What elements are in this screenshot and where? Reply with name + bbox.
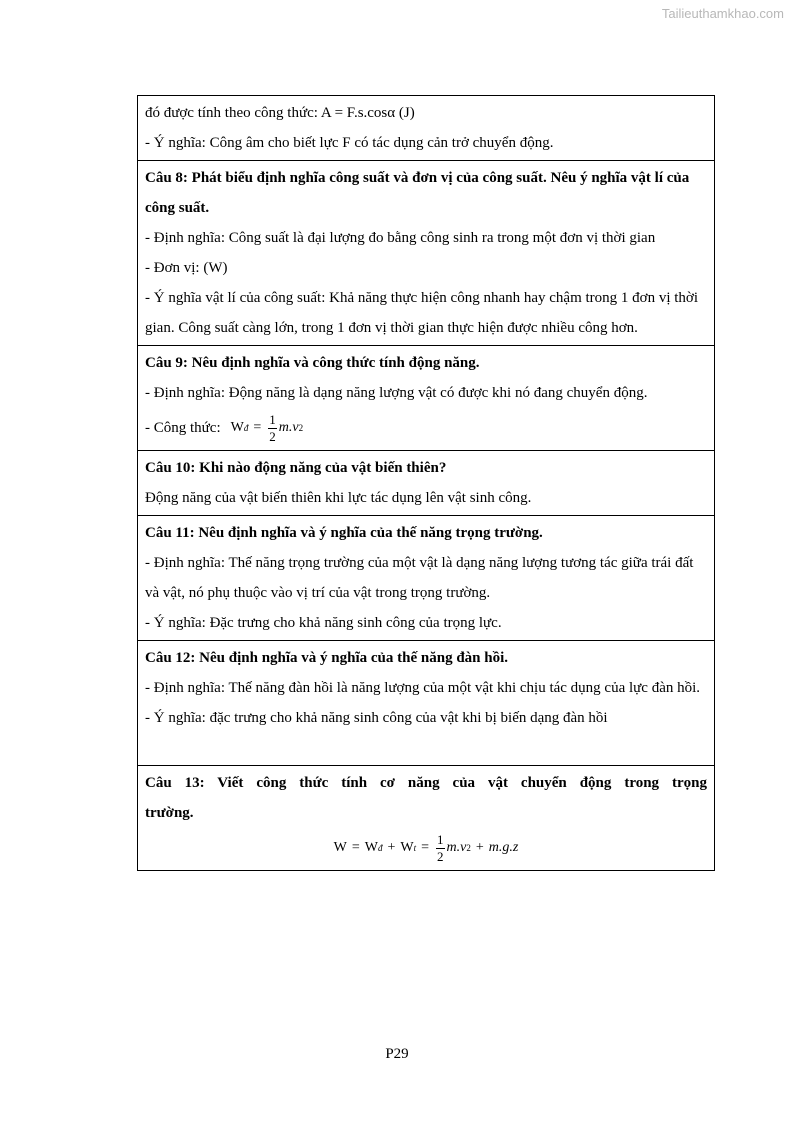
page-number: P29 — [385, 1046, 409, 1062]
superscript: 2 — [466, 843, 471, 853]
fraction — [436, 832, 445, 865]
definition-text: - Định nghĩa: Động năng là dạng năng lượng vật có được khi nó đang chuyển động. — [145, 385, 648, 401]
numerator: 1 — [269, 411, 276, 427]
symbol: W — [333, 840, 347, 855]
cell-q10 — [138, 450, 714, 515]
definition-text: - Định nghĩa: Công suất là đại lượng đo bằng công sinh ra trong một đơn vị thời gian — [145, 230, 656, 246]
cell-q9 — [138, 345, 714, 450]
text-line: - Ý nghĩa: Công âm cho biết lực F có tác dụng cản trở chuyển động. — [145, 135, 554, 151]
cell-q11 — [138, 515, 714, 640]
symbol: W — [400, 840, 414, 855]
formula-math — [231, 412, 303, 445]
formula-math — [334, 832, 519, 865]
fraction — [268, 412, 277, 445]
meaning-text: - Ý nghĩa vật lí của công suất: Khả năng thực hiện công nhanh hay chậm trong 1 đơn vị thời gian. Công suất càng lớn, trong 1 đơn vị thời gian thực hiện được nhiều công hơn. — [145, 290, 699, 336]
meaning-text: - Ý nghĩa: đặc trưng cho khả năng sinh công của vật khi bị biến dạng đàn hồi — [145, 710, 608, 726]
subscript: đ — [378, 843, 383, 853]
unit-text: - Đơn vị: (W) — [145, 260, 228, 276]
question-12: Câu 12: Nêu định nghĩa và ý nghĩa của thế năng đàn hồi. — [145, 650, 509, 666]
operator: + — [475, 840, 484, 855]
subscript: đ — [243, 423, 249, 433]
cell-q13 — [138, 765, 714, 870]
symbol: m.g.z — [488, 840, 519, 855]
question-13-cont: trường. — [145, 805, 194, 821]
definition-text: - Định nghĩa: Thế năng trọng trường của một vật là dạng năng lượng tương tác giữa trái đất và vật, nó phụ thuộc vào vị trí của vật trong trọng trường. — [145, 555, 694, 601]
denominator: 2 — [437, 848, 444, 864]
watermark: Tailieuthamkhao.com — [661, 6, 784, 21]
definition-text: - Định nghĩa: Thế năng đàn hồi là năng lượng của một vật khi chịu tác dụng của lực đàn hồi. — [145, 680, 701, 696]
kinetic-energy-formula — [145, 408, 707, 448]
operator: = — [351, 840, 360, 855]
symbol: W — [230, 420, 244, 435]
mechanical-energy-formula — [145, 828, 707, 868]
subscript: t — [413, 843, 417, 853]
cell-q12 — [138, 640, 714, 765]
cell-q7-continued — [138, 96, 714, 160]
text-line: đó được tính theo công thức: A = F.s.cosα (J) — [145, 105, 415, 121]
operator: = — [421, 840, 430, 855]
symbol: W — [364, 840, 378, 855]
cell-q8 — [138, 160, 714, 345]
question-8: Câu 8: Phát biểu định nghĩa công suất và đơn vị của công suất. Nêu ý nghĩa vật lí của công suất. — [145, 170, 690, 216]
blank-line — [145, 733, 707, 763]
symbol: m.v — [446, 840, 467, 855]
denominator: 2 — [269, 428, 276, 444]
question-13: Câu 13: Viết công thức tính cơ năng của vật chuyển động trong trọng — [145, 775, 707, 791]
question-9: Câu 9: Nêu định nghĩa và công thức tính động năng. — [145, 355, 480, 371]
meaning-text: - Ý nghĩa: Đặc trưng cho khả năng sinh công của trọng lực. — [145, 615, 502, 631]
question-11: Câu 11: Nêu định nghĩa và ý nghĩa của thế năng trọng trường. — [145, 525, 543, 541]
symbol: m.v — [278, 420, 299, 435]
numerator: 1 — [437, 831, 444, 847]
qa-table — [137, 95, 715, 871]
formula-label: - Công thức: — [145, 420, 221, 436]
operator: = — [253, 420, 262, 435]
superscript: 2 — [298, 423, 304, 433]
operator: + — [387, 840, 396, 855]
answer-text: Động năng của vật biến thiên khi lực tác dụng lên vật sinh công. — [145, 490, 532, 506]
question-10: Câu 10: Khi nào động năng của vật biến thiên? — [145, 460, 447, 476]
